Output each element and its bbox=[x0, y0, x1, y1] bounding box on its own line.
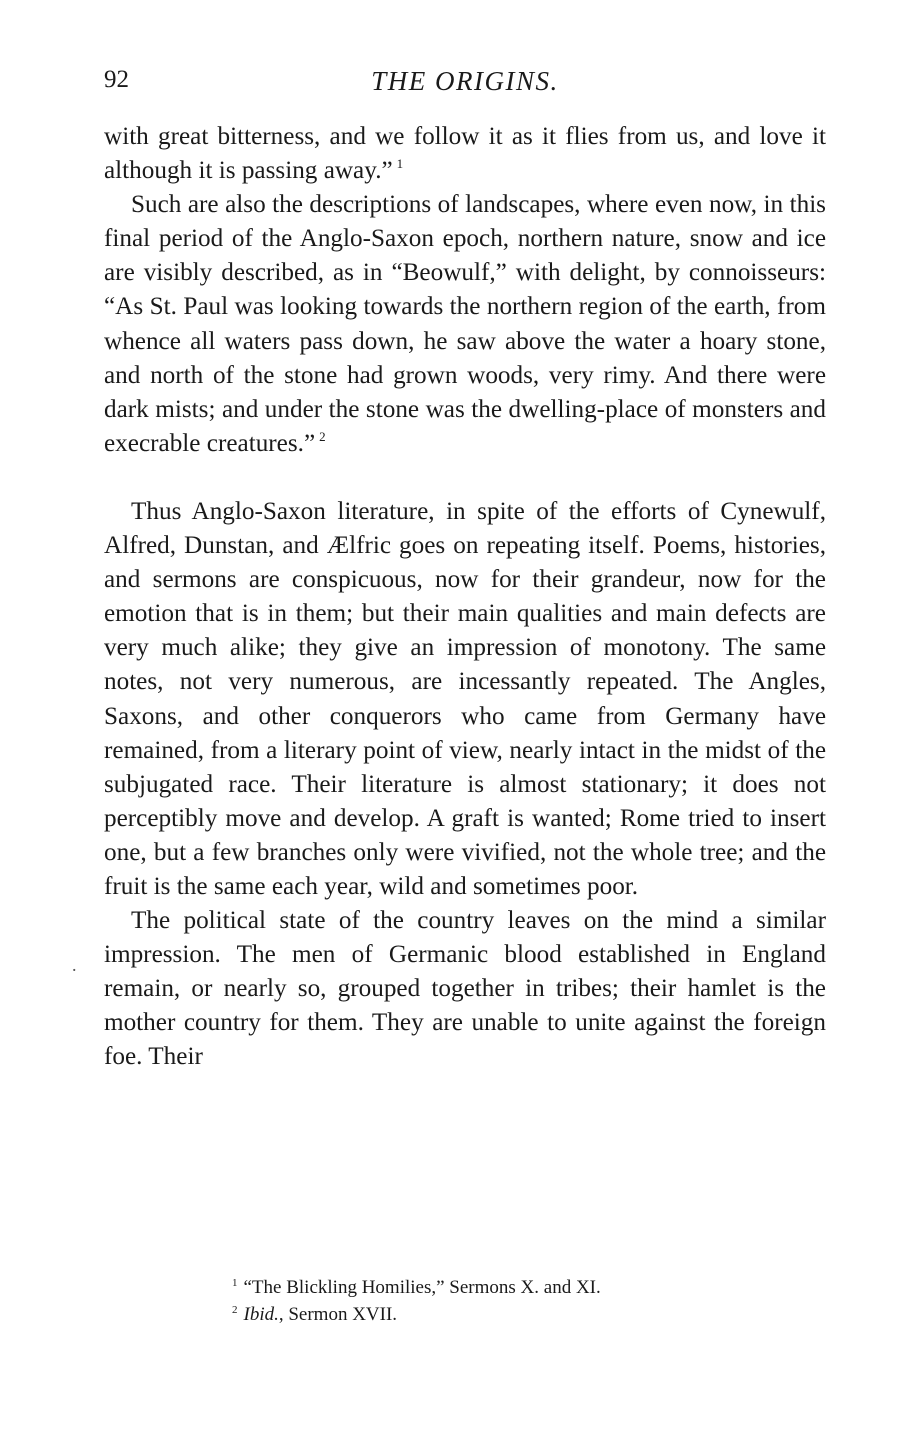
paragraph-text: with great bitterness, and we follow it as it flies from us, and love it although it is passing away.” bbox=[104, 123, 826, 185]
paragraph-text: Such are also the descriptions of landscapes, where even now, in this final period of the Anglo-Saxon epoch, northern nature, snow and ice are visibly described, as in “Beowulf,” with delight, by connoisseurs: “As St. Paul was looking towards the northern region of the earth, from whence all waters pass down, he saw above the water a hoary stone, and north of the stone had grown woods, very rimy. And there were dark mists; and under the stone was the dwelling-place of monsters and execrable creatures.” bbox=[104, 191, 826, 457]
page-header bbox=[104, 66, 826, 106]
footnotes bbox=[232, 1272, 792, 1326]
footnote-reference: 1 bbox=[396, 156, 404, 172]
footnote-text: , Sermon XVII. bbox=[278, 1304, 398, 1325]
footnote-mark: 1 bbox=[232, 1277, 238, 1289]
footnote-mark: 2 bbox=[232, 1304, 238, 1316]
paragraph-literature: Thus Anglo-Saxon literature, in spite of the efforts of Cynewulf, Alfred, Dunstan, and Ælfric goes on repeating itself. Poems, histories, and sermons are conspicuous, now for their grandeur, now for the emotion that is in them; but their main qualities and main defects are very much alike; they give an impression of monotony. The same notes, not very numerous, are incessantly repeated. The Angles, Saxons, and other conquerors who came from Germany have remained, from a literary point of view, nearly intact in the midst of the subjugated race. Their literature is almost stationary; it does not perceptibly move and develop. A graft is wanted; Rome tried to insert one, but a few branches only were vivified, not the whole tree; and the fruit is the same each year, wild and sometimes poor. bbox=[104, 497, 826, 900]
footnote-1 bbox=[232, 1272, 792, 1299]
footnote-text: “The Blickling Homilies,” Sermons X. and XI. bbox=[243, 1277, 601, 1298]
margin-mark: . bbox=[72, 955, 77, 975]
paragraph-continuation bbox=[104, 120, 826, 188]
body-text bbox=[104, 120, 826, 1075]
footnote-reference: 2 bbox=[319, 428, 326, 444]
page-number: 92 bbox=[104, 66, 129, 93]
paragraph-landscapes bbox=[104, 188, 826, 461]
paragraph-political-state: The political state of the country leaves on the mind a similar impression. The men of Germanic blood established in England remain, or nearly so, grouped together in tribes; their hamlet is the mother country for them. They are unable to unite against the foreign foe. Their bbox=[104, 907, 826, 1071]
footnote-2 bbox=[232, 1299, 792, 1326]
running-title: THE ORIGINS. bbox=[371, 66, 559, 96]
footnote-ibid: Ibid. bbox=[243, 1304, 279, 1325]
